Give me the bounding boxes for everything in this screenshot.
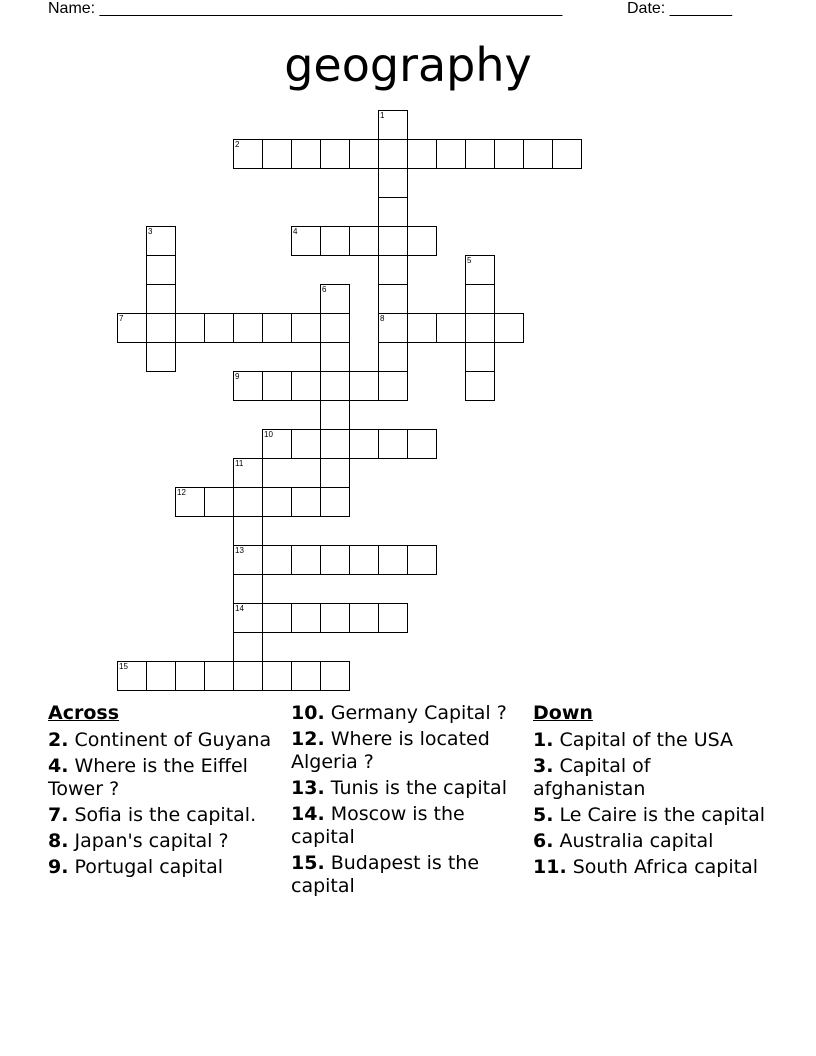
grid-cell[interactable] [407, 139, 437, 169]
grid-cell[interactable] [320, 487, 350, 517]
down-heading: Down [533, 702, 593, 724]
grid-cell[interactable] [378, 313, 408, 343]
clue-across-10 [291, 702, 516, 725]
clue-text: Germany Capital ? [330, 702, 507, 724]
clue-text: Budapest is the capital [291, 852, 480, 897]
grid-cell[interactable] [262, 545, 292, 575]
clue-number: 15. [291, 852, 325, 874]
cell-number: 7 [119, 314, 124, 323]
clue-number: 13. [291, 777, 325, 799]
cell-number: 8 [380, 314, 385, 323]
cell-number: 13 [235, 546, 244, 555]
date-field-label[interactable]: Date: _______ [627, 0, 732, 17]
grid-cell[interactable] [233, 661, 263, 691]
grid-cell[interactable] [233, 371, 263, 401]
grid-cell[interactable] [146, 255, 176, 285]
grid-cell[interactable] [146, 313, 176, 343]
grid-cell[interactable] [262, 139, 292, 169]
grid-cell[interactable] [204, 313, 234, 343]
cell-number: 2 [235, 140, 240, 149]
grid-cell[interactable] [146, 342, 176, 372]
grid-cell[interactable] [465, 371, 495, 401]
clue-number: 7. [48, 804, 69, 826]
grid-cell[interactable] [465, 284, 495, 314]
clue-across-13 [291, 777, 516, 800]
grid-cell[interactable] [117, 313, 147, 343]
clue-number: 11. [533, 856, 567, 878]
clue-number: 10. [291, 702, 325, 724]
clue-across-9 [48, 856, 278, 879]
puzzle-title: geography [284, 38, 532, 92]
grid-cell[interactable] [233, 574, 263, 604]
name-field-label[interactable]: Name: ____________________________________________________ [48, 0, 563, 17]
grid-cell[interactable] [262, 371, 292, 401]
grid-cell[interactable] [320, 458, 350, 488]
grid-cell[interactable] [465, 313, 495, 343]
grid-cell[interactable] [320, 139, 350, 169]
cell-number: 5 [467, 256, 472, 265]
grid-cell[interactable] [494, 139, 524, 169]
grid-cell[interactable] [262, 429, 292, 459]
grid-cell[interactable] [349, 429, 379, 459]
cell-number: 3 [148, 227, 153, 236]
clue-text: Capital of afghanistan [533, 755, 651, 800]
clue-text: Moscow is the capital [291, 803, 465, 848]
cell-number: 15 [119, 662, 128, 671]
clue-number: 1. [533, 729, 554, 751]
grid-cell[interactable] [233, 139, 263, 169]
clue-text: Tunis is the capital [330, 777, 507, 799]
grid-cell[interactable] [349, 226, 379, 256]
grid-cell[interactable] [233, 545, 263, 575]
clue-text: Portugal capital [74, 856, 224, 878]
clue-text: Australia capital [559, 830, 714, 852]
grid-cell[interactable] [320, 429, 350, 459]
clue-down-5 [533, 804, 768, 827]
clue-across-4 [48, 755, 278, 801]
clue-number: 12. [291, 728, 325, 750]
cell-number: 10 [264, 430, 273, 439]
grid-cell[interactable] [407, 429, 437, 459]
clue-text: Japan's capital ? [74, 830, 229, 852]
grid-cell[interactable] [320, 226, 350, 256]
clue-text: Continent of Guyana [74, 729, 272, 751]
grid-cell[interactable] [378, 197, 408, 227]
clue-down-3 [533, 755, 768, 801]
clue-down-1 [533, 729, 768, 752]
grid-cell[interactable] [436, 313, 466, 343]
cell-number: 6 [322, 285, 327, 294]
grid-cell[interactable] [320, 603, 350, 633]
grid-cell[interactable] [291, 226, 321, 256]
grid-cell[interactable] [378, 545, 408, 575]
grid-cell[interactable] [407, 313, 437, 343]
grid-cell[interactable] [291, 545, 321, 575]
clue-number: 6. [533, 830, 554, 852]
clue-number: 9. [48, 856, 69, 878]
grid-cell[interactable] [523, 139, 553, 169]
cell-number: 1 [380, 111, 385, 120]
cell-number: 9 [235, 372, 240, 381]
cell-number: 14 [235, 604, 244, 613]
cell-number: 4 [293, 227, 298, 236]
grid-cell[interactable] [233, 313, 263, 343]
grid-cell[interactable] [320, 400, 350, 430]
grid-cell[interactable] [291, 313, 321, 343]
grid-cell[interactable] [233, 458, 263, 488]
grid-cell[interactable] [349, 545, 379, 575]
across-heading: Across [48, 702, 120, 724]
grid-cell[interactable] [320, 342, 350, 372]
grid-cell[interactable] [378, 429, 408, 459]
grid-cell[interactable] [320, 284, 350, 314]
grid-cell[interactable] [175, 661, 205, 691]
grid-cell[interactable] [552, 139, 582, 169]
cell-number: 11 [235, 459, 244, 468]
grid-cell[interactable] [291, 371, 321, 401]
grid-cell[interactable] [233, 487, 263, 517]
down-clues-column [533, 702, 768, 882]
grid-cell[interactable] [146, 284, 176, 314]
grid-cell[interactable] [320, 313, 350, 343]
grid-cell[interactable] [291, 139, 321, 169]
clue-number: 14. [291, 803, 325, 825]
clue-text: Capital of the USA [559, 729, 734, 751]
grid-cell[interactable] [117, 661, 147, 691]
grid-cell[interactable] [494, 313, 524, 343]
grid-cell[interactable] [378, 255, 408, 285]
grid-cell[interactable] [175, 487, 205, 517]
clue-across-8 [48, 830, 278, 853]
clue-text: Where is located Algeria ? [291, 728, 490, 773]
grid-cell[interactable] [262, 661, 292, 691]
grid-cell[interactable] [320, 545, 350, 575]
clue-across-2 [48, 729, 278, 752]
grid-cell[interactable] [378, 110, 408, 140]
grid-cell[interactable] [204, 487, 234, 517]
grid-cell[interactable] [320, 371, 350, 401]
clue-number: 4. [48, 755, 69, 777]
grid-cell[interactable] [262, 487, 292, 517]
grid-cell[interactable] [378, 603, 408, 633]
grid-cell[interactable] [146, 226, 176, 256]
grid-cell[interactable] [407, 226, 437, 256]
grid-cell[interactable] [320, 661, 350, 691]
clue-number: 3. [533, 755, 554, 777]
clue-down-6 [533, 830, 768, 853]
clue-text: Sofia is the capital. [74, 804, 257, 826]
grid-cell[interactable] [465, 255, 495, 285]
across-clues-continued-column [291, 702, 516, 901]
grid-cell[interactable] [378, 371, 408, 401]
grid-cell[interactable] [262, 313, 292, 343]
grid-cell[interactable] [175, 313, 205, 343]
grid-cell[interactable] [146, 661, 176, 691]
grid-cell[interactable] [349, 603, 379, 633]
clue-text: South Africa capital [572, 856, 759, 878]
grid-cell[interactable] [349, 371, 379, 401]
clue-number: 5. [533, 804, 554, 826]
grid-cell[interactable] [378, 168, 408, 198]
grid-cell[interactable] [233, 632, 263, 662]
clue-text: Where is the Eiffel Tower ? [48, 755, 248, 800]
grid-cell[interactable] [465, 139, 495, 169]
grid-cell[interactable] [378, 226, 408, 256]
grid-cell[interactable] [291, 487, 321, 517]
clue-across-12 [291, 728, 516, 774]
grid-cell[interactable] [291, 603, 321, 633]
grid-cell[interactable] [204, 661, 234, 691]
grid-cell[interactable] [233, 603, 263, 633]
grid-cell[interactable] [349, 139, 379, 169]
across-clues-column [48, 702, 278, 882]
grid-cell[interactable] [378, 342, 408, 372]
grid-cell[interactable] [378, 284, 408, 314]
clue-across-14 [291, 803, 516, 849]
grid-cell[interactable] [378, 139, 408, 169]
cell-number: 12 [177, 488, 186, 497]
clue-down-11 [533, 856, 768, 879]
grid-cell[interactable] [262, 603, 292, 633]
clue-across-7 [48, 804, 278, 827]
grid-cell[interactable] [291, 661, 321, 691]
clue-number: 2. [48, 729, 69, 751]
grid-cell[interactable] [233, 516, 263, 546]
grid-cell[interactable] [407, 545, 437, 575]
clue-number: 8. [48, 830, 69, 852]
clue-text: Le Caire is the capital [559, 804, 766, 826]
grid-cell[interactable] [291, 429, 321, 459]
clue-across-15 [291, 852, 516, 898]
grid-cell[interactable] [465, 342, 495, 372]
grid-cell[interactable] [436, 139, 466, 169]
